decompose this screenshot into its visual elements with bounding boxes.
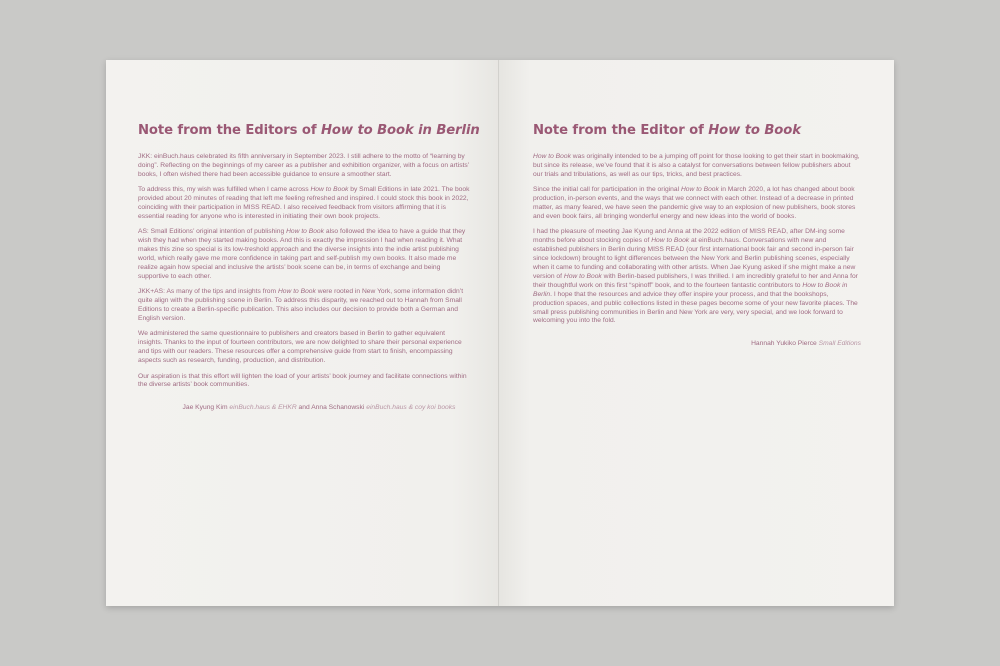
left-page-body bbox=[138, 153, 470, 420]
left-paragraph-1: JKK: einBuch.haus celebrated its fifth anniversary in September 2023. I still adhere to the motto of “learning by doing”. Reflecting on the beginnings of my career as a publisher and exhibition organizer, with a focus on artists’ books, I often wished there had been accessible guidance to ensure a smoother start. bbox=[138, 153, 469, 178]
left-heading-title: How to Book in Berlin bbox=[320, 123, 480, 138]
left-paragraph-3: AS: Small Editions’ original intention of publishing How to Book also followed the idea to have a guide that they wish they had when they started making books. And this is exactly the impression I had when reading it. What makes this zine so special is its low-treshold approach and the diverse insights into the indie artist publishing world, which really gave me more confidence in taking part and self-publish my own books. It also made me realize again how special and inclusive the artists’ book scene can be, in terms of exchange and being supportive to each other. bbox=[138, 228, 466, 280]
right-page bbox=[499, 60, 894, 606]
left-page bbox=[106, 60, 499, 606]
right-paragraph-1: How to Book was originally intended to be a jumping off point for those looking to get their start in bookmaking, but since its release, we’ve found that it is also a catalyst for conversations between fellow publishers about our trials and tribulations, as well as our tips, tricks, and best practices. bbox=[533, 153, 860, 178]
right-page-heading: Note from the Editor of How to Book bbox=[533, 123, 801, 138]
book-spread bbox=[106, 60, 894, 606]
right-paragraph-3: I had the pleasure of meeting Jae Kyung and Anna at the 2022 edition of MISS READ, after DM-ing some months before about stocking copies of How to Book at einBuch.haus. Conversations with new and established publishers in Berlin during MISS READ (our first international book fair and second in-person fair since lockdown) brought to light differences between the New York and Berlin publishing scenes, especially when it came to funding and collaborating with other artists. When Jae Kyung asked if she might make a new version of How to Book with Berlin-based publishers, I was thrilled. I am incredibly grateful to her and Anna for their thoughtful work on this first “spinoff” book, and to the fourteen fantastic contributors to How to Book in Berlin. I hope that the resources and advice they offer inspire your process, and that the bookshops, production spaces, and public collections listed in these pages become some of your new favorite places. The small press publishing communities in Berlin and New York are very, very special, and we look forward to welcoming you into the fold. bbox=[533, 228, 858, 325]
left-page-heading: Note from the Editors of How to Book in Berlin bbox=[138, 123, 480, 138]
left-paragraph-2: To address this, my wish was fulfilled when I came across How to Book by Small Editions in late 2021. The book provided about 20 minutes of reading that left me feeling refreshed and inspired. I could stock this book in 2022, coinciding with their participation in MISS READ. I also received feedback from visitors affirming that it is essential reading for anyone who is interested in initiating their own book projects. bbox=[138, 186, 470, 220]
left-paragraph-4: JKK+AS: As many of the tips and insights from How to Book were rooted in New York, some information didn’t quite align with the publishing scene in Berlin. To address this disparity, we reached out to Hannah from Small Editions to create a Berlin-specific publication. This also includes our decision to provide both a German and English version. bbox=[138, 288, 464, 322]
left-paragraph-5: We administered the same questionnaire to publishers and creators based in Berlin to gather equivalent insights. Thanks to the input of fourteen contributors, we are now delighted to share their personal experience and tips with our readers. These resources offer a comprehensive guide from start to finish, encompassing aspects such as research, funding, production, and distribution. bbox=[138, 330, 462, 365]
left-paragraph-6: Our aspiration is that this effort will lighten the load of your artists’ book journey and facilitate connections within the diverse artists’ book communities. bbox=[138, 372, 467, 389]
right-paragraph-2: Since the initial call for participation in the original How to Book in March 2020, a lot has changed about book production, in-person events, and the ways that we connect with each other. Instead of a decrease in printed matter, as many feared, we have seen the pandemic give way to an explosion of new publishers, book stores and even book fairs, all bringing wonderful energy and new ideas into the world of books. bbox=[533, 186, 856, 220]
right-heading-title: How to Book bbox=[708, 123, 801, 138]
left-signature: Jae Kyung Kim einBuch.haus & EHKR and Anna Schanowski einBuch.haus & coy koi books bbox=[182, 404, 456, 412]
right-signature: Hannah Yukiko Pierce Small Editions bbox=[751, 340, 861, 348]
right-page-body bbox=[533, 153, 861, 356]
